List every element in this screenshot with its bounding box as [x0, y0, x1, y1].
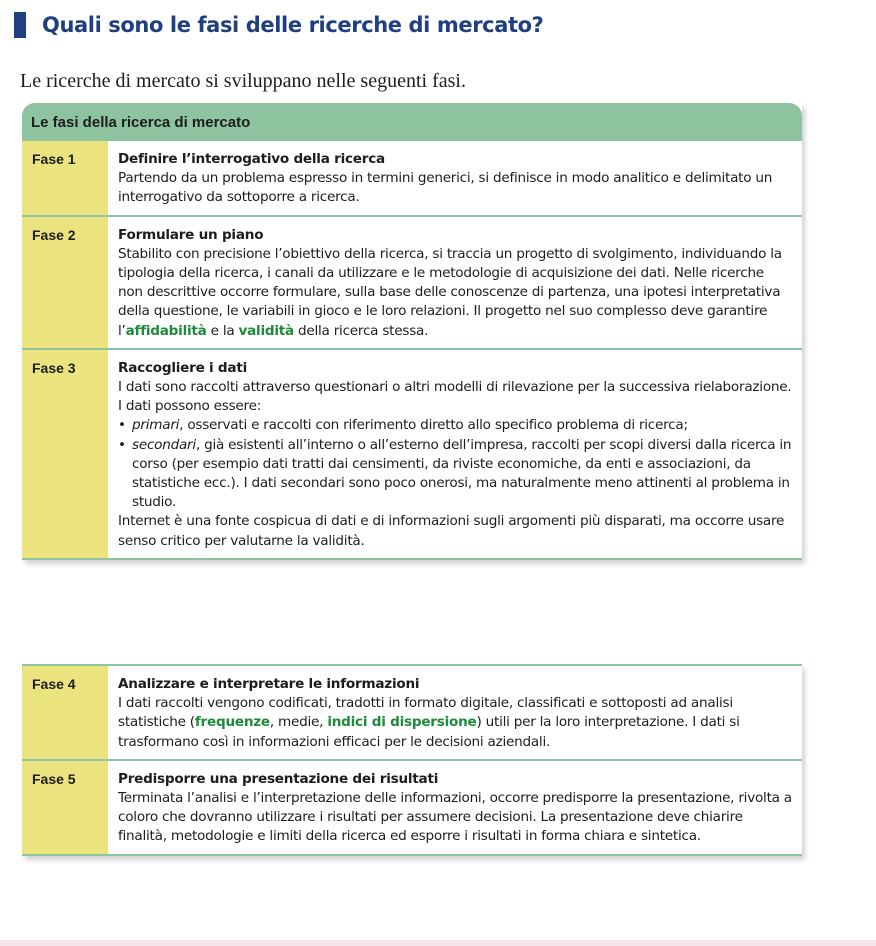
phase-label: Fase 3	[22, 350, 108, 558]
heading-marker	[14, 12, 26, 38]
phase-text-part: ) utili per la loro interpretazione. I dati si trasformano così in informazioni efficaci per le decisioni aziendali.	[118, 714, 740, 750]
phases-table	[22, 103, 802, 560]
phase-label: Fase 1	[22, 141, 108, 215]
bullet-icon: •	[118, 417, 126, 434]
bullet-text: , osservati e raccolti con riferimento diretto allo specifico problema di ricerca;	[179, 417, 688, 434]
phase-text: Terminata l’analisi e l’interpretazione delle informazioni, occorre predisporre la presentazione, rivolta a coloro che dovranno utilizzare i risultati per assumere decisioni. La presentazione deve chiarire finalità, metodologie e limiti della ricerca ed esporre i risultati in forma chiara e sintetica.	[118, 790, 792, 845]
phase-title: Predisporre una presentazione dei risultati	[118, 770, 439, 787]
intro-text: Le ricerche di mercato si sviluppano nelle seguenti fasi.	[20, 70, 466, 92]
list-item	[118, 416, 792, 435]
phase-label: Fase 5	[22, 761, 108, 854]
keyword-affidabilita: affidabilità	[125, 322, 207, 339]
bullet-icon: •	[118, 436, 126, 453]
table-row-fase-3	[22, 350, 802, 560]
phase-text-part: , medie,	[269, 714, 324, 731]
page-title: Quali sono le fasi delle ricerche di mercato?	[42, 13, 544, 37]
phase-text	[118, 245, 792, 341]
phase-text-part: e la	[210, 322, 235, 339]
phase-text-part: della ricerca stessa.	[298, 322, 429, 339]
phases-table-continued	[22, 664, 802, 856]
bullet-term: primari	[132, 417, 180, 434]
table-row-fase-1	[22, 141, 802, 217]
bullet-text: , già esistenti all’interno o all’esterno dell’impresa, raccolti per scopi diversi dalla ricerca in corso (per esempio dati tratti dai censimenti, da riviste economiche, da enti e associazioni, da statistiche ecc.). I dati secondari sono poco onerosi, ma naturalmente meno attinenti al problema in studio.	[132, 436, 792, 511]
phase-text-part: I dati raccolti vengono codificati, tradotti in formato digitale, classificati e sottoposti ad analisi statistiche (	[118, 695, 733, 731]
phase-text-end: Internet è una fonte cospicua di dati e di informazioni sugli argomenti più disparati, ma occorre usare senso critico per valutarne la validità.	[118, 513, 785, 549]
phase-content	[108, 350, 802, 558]
phase-title: Analizzare e interpretare le informazioni	[118, 676, 420, 692]
keyword-indici-di-dispersione: indici di dispersione	[327, 714, 477, 731]
phase-content	[108, 217, 802, 348]
phase-title: Formulare un piano	[118, 226, 264, 243]
table-row-fase-4	[22, 664, 802, 761]
phase-label: Fase 4	[22, 666, 108, 759]
phase-content	[108, 666, 802, 759]
list-item	[118, 436, 792, 513]
phase-content	[108, 761, 802, 854]
table-row-fase-2	[22, 217, 802, 350]
table-title: Le fasi della ricerca di mercato	[22, 103, 802, 141]
phase-content	[108, 141, 802, 215]
phase-text	[118, 694, 792, 752]
phase-title: Definire l’interrogativo della ricerca	[118, 151, 385, 167]
phase-title: Raccogliere i dati	[118, 359, 247, 376]
phase-text-part: Stabilito con precisione l’obiettivo della ricerca, si traccia un progetto di svolgimento, individuando la tipologia della ricerca, i canali da utilizzare e le metodologie di acquisizione dei dati. Nelle ricerche non descrittive occorre formulare, sulla base delle conoscenze di partenza, una ipotesi interpretativa della questione, le variabili in gioco e le loro relazioni. Il progetto nel suo complesso deve garantire l’	[118, 245, 782, 339]
bullet-term: secondari	[132, 436, 196, 453]
table-row-fase-5	[22, 761, 802, 856]
page-edge	[0, 940, 876, 946]
keyword-validita: validità	[238, 322, 294, 339]
keyword-frequenze: frequenze	[194, 714, 270, 731]
phase-label: Fase 2	[22, 217, 108, 348]
phase-text: I dati sono raccolti attraverso questionari o altri modelli di rilevazione per la successiva rielaborazione. I dati possono essere:	[118, 379, 792, 415]
section-heading	[14, 12, 543, 38]
phase-text: Partendo da un problema espresso in termini generici, si definisce in modo analitico e delimitato un interrogativo da sottoporre a ricerca.	[118, 170, 773, 206]
